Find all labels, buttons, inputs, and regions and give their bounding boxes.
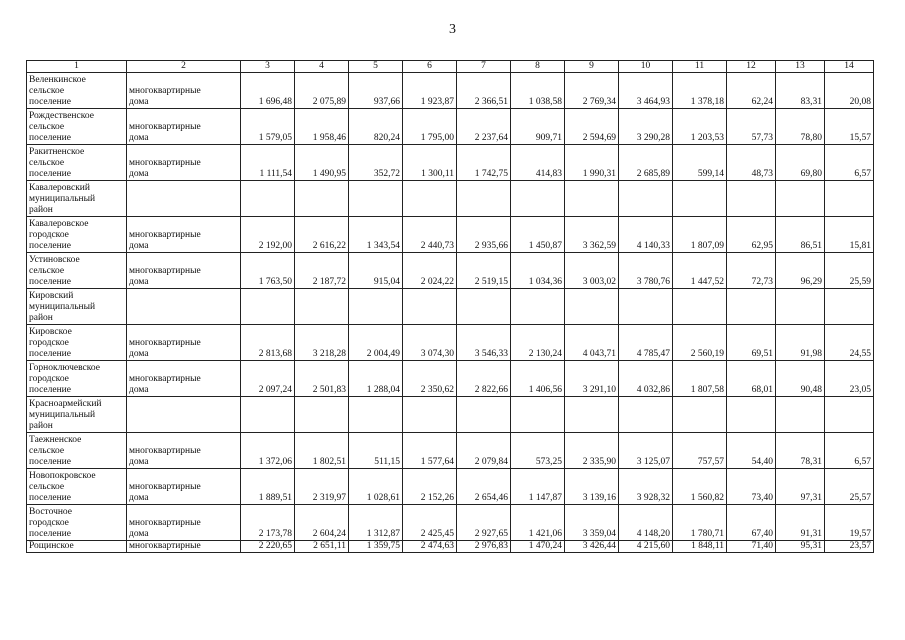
settlement-name-line: Кировское (29, 327, 72, 337)
building-type-line: многоквартирные (129, 482, 201, 492)
value-cell-col-3: 1 889,51 (241, 469, 295, 505)
value-cell-col-3: 1 111,54 (241, 145, 295, 181)
table-row (27, 361, 874, 397)
value-cell-col-3: 2 220,65 (241, 541, 295, 553)
value-cell-col-10: 3 464,93 (619, 73, 673, 109)
table-row (27, 397, 874, 433)
settlement-name-cell (27, 397, 127, 433)
settlement-name-cell (27, 73, 127, 109)
value-cell-col-11: 1 378,18 (673, 73, 727, 109)
value-cell-col-9: 3 139,16 (565, 469, 619, 505)
value-cell-col-14: 23,57 (825, 541, 874, 553)
value-cell-col-9: 3 291,10 (565, 361, 619, 397)
value-cell-col-6 (403, 289, 457, 325)
settlement-name-line: Ракитненское (29, 147, 85, 157)
value-cell-col-14: 24,55 (825, 325, 874, 361)
settlement-name-line: поселение (29, 385, 71, 395)
value-cell-col-14: 25,59 (825, 253, 874, 289)
value-cell-col-14: 15,57 (825, 109, 874, 145)
value-cell-col-3: 1 763,50 (241, 253, 295, 289)
value-cell-col-8: 1 147,87 (511, 469, 565, 505)
value-cell-col-4: 1 802,51 (295, 433, 349, 469)
value-cell-col-11 (673, 181, 727, 217)
value-cell-col-11: 1 560,82 (673, 469, 727, 505)
value-cell-col-5 (349, 289, 403, 325)
value-cell-col-12: 67,40 (727, 505, 776, 541)
value-cell-col-4: 2 501,83 (295, 361, 349, 397)
value-cell-col-7 (457, 181, 511, 217)
value-cell-col-8: 1 470,24 (511, 541, 565, 553)
value-cell-col-6: 2 350,62 (403, 361, 457, 397)
table-row (27, 109, 874, 145)
value-cell-col-9 (565, 397, 619, 433)
tariff-table (26, 60, 874, 553)
value-cell-col-11: 1 203,53 (673, 109, 727, 145)
value-cell-col-5: 1 028,61 (349, 469, 403, 505)
value-cell-col-7: 2 927,65 (457, 505, 511, 541)
value-cell-col-3: 1 372,06 (241, 433, 295, 469)
column-number-11: 11 (673, 61, 727, 73)
settlement-name-line: муниципальный (29, 410, 96, 420)
settlement-name-line: Веленкинское (29, 75, 86, 85)
value-cell-col-10: 4 215,60 (619, 541, 673, 553)
value-cell-col-9: 4 043,71 (565, 325, 619, 361)
settlement-name-cell (27, 289, 127, 325)
value-cell-col-7: 2 519,15 (457, 253, 511, 289)
value-cell-col-5: 511,15 (349, 433, 403, 469)
settlement-name-line: поселение (29, 169, 71, 179)
value-cell-col-8: 1 406,56 (511, 361, 565, 397)
value-cell-col-4: 2 075,89 (295, 73, 349, 109)
building-type-cell (127, 217, 241, 253)
value-cell-col-4: 2 651,11 (295, 541, 349, 553)
value-cell-col-14: 6,57 (825, 433, 874, 469)
value-cell-col-9: 3 362,59 (565, 217, 619, 253)
value-cell-col-3 (241, 397, 295, 433)
building-type-line: дома (129, 241, 149, 251)
column-number-4: 4 (295, 61, 349, 73)
value-cell-col-8: 573,25 (511, 433, 565, 469)
value-cell-col-12: 71,40 (727, 541, 776, 553)
value-cell-col-3 (241, 181, 295, 217)
settlement-name-line: поселение (29, 457, 71, 467)
column-number-1: 1 (27, 61, 127, 73)
building-type-line: дома (129, 349, 149, 359)
value-cell-col-14: 15,81 (825, 217, 874, 253)
value-cell-col-5: 937,66 (349, 73, 403, 109)
settlement-name-line: поселение (29, 529, 71, 539)
value-cell-col-12 (727, 181, 776, 217)
value-cell-col-5: 1 312,87 (349, 505, 403, 541)
value-cell-col-6: 1 795,00 (403, 109, 457, 145)
value-cell-col-14: 19,57 (825, 505, 874, 541)
settlement-name-line: район (29, 205, 53, 215)
building-type-line: многоквартирные (129, 230, 201, 240)
value-cell-col-9: 2 594,69 (565, 109, 619, 145)
settlement-name-cell (27, 325, 127, 361)
value-cell-col-3: 1 579,05 (241, 109, 295, 145)
value-cell-col-5: 1 288,04 (349, 361, 403, 397)
value-cell-col-5: 820,24 (349, 109, 403, 145)
value-cell-col-9 (565, 289, 619, 325)
value-cell-col-4 (295, 397, 349, 433)
value-cell-col-8: 1 038,58 (511, 73, 565, 109)
value-cell-col-12: 62,24 (727, 73, 776, 109)
settlement-name-cell (27, 433, 127, 469)
value-cell-col-13: 97,31 (776, 469, 825, 505)
value-cell-col-13: 78,80 (776, 109, 825, 145)
value-cell-col-7: 2 654,46 (457, 469, 511, 505)
value-cell-col-11 (673, 289, 727, 325)
value-cell-col-12: 54,40 (727, 433, 776, 469)
value-cell-col-9: 2 335,90 (565, 433, 619, 469)
value-cell-col-8: 1 421,06 (511, 505, 565, 541)
value-cell-col-5 (349, 397, 403, 433)
table-body (27, 73, 874, 553)
value-cell-col-10: 4 785,47 (619, 325, 673, 361)
building-type-cell (127, 541, 241, 553)
settlement-name-cell (27, 253, 127, 289)
value-cell-col-8: 2 130,24 (511, 325, 565, 361)
settlement-name-line: Восточное (29, 507, 73, 517)
value-cell-col-13: 96,29 (776, 253, 825, 289)
value-cell-col-8: 414,83 (511, 145, 565, 181)
building-type-cell (127, 361, 241, 397)
value-cell-col-13: 78,31 (776, 433, 825, 469)
settlement-name-cell (27, 145, 127, 181)
column-number-5: 5 (349, 61, 403, 73)
building-type-line: многоквартирные (129, 266, 201, 276)
settlement-name-line: сельское (29, 266, 65, 276)
value-cell-col-4: 1 958,46 (295, 109, 349, 145)
value-cell-col-4 (295, 289, 349, 325)
value-cell-col-7: 2 237,64 (457, 109, 511, 145)
value-cell-col-13: 91,98 (776, 325, 825, 361)
table-row (27, 325, 874, 361)
value-cell-col-9: 3 426,44 (565, 541, 619, 553)
value-cell-col-4: 2 187,72 (295, 253, 349, 289)
value-cell-col-11: 1 807,09 (673, 217, 727, 253)
settlement-name-line: Устиновское (29, 255, 80, 265)
value-cell-col-4: 1 490,95 (295, 145, 349, 181)
building-type-cell (127, 109, 241, 145)
value-cell-col-4: 2 616,22 (295, 217, 349, 253)
building-type-line: дома (129, 133, 149, 143)
table-row (27, 181, 874, 217)
value-cell-col-10: 4 140,33 (619, 217, 673, 253)
value-cell-col-5: 1 359,75 (349, 541, 403, 553)
value-cell-col-7 (457, 397, 511, 433)
value-cell-col-14: 20,08 (825, 73, 874, 109)
building-type-line: многоквартирные (129, 158, 201, 168)
value-cell-col-6 (403, 181, 457, 217)
settlement-name-line: сельское (29, 122, 65, 132)
value-cell-col-10 (619, 397, 673, 433)
value-cell-col-7: 2 366,51 (457, 73, 511, 109)
value-cell-col-13: 91,31 (776, 505, 825, 541)
settlement-name-line: Красноармейский (29, 399, 102, 409)
settlement-name-line: Кавалеровский (29, 183, 90, 193)
value-cell-col-7: 1 742,75 (457, 145, 511, 181)
value-cell-col-13: 69,80 (776, 145, 825, 181)
settlement-name-cell (27, 181, 127, 217)
settlement-name-line: Рождественское (29, 111, 94, 121)
value-cell-col-9 (565, 181, 619, 217)
table-row (27, 145, 874, 181)
building-type-line: многоквартирные (129, 122, 201, 132)
value-cell-col-5: 1 343,54 (349, 217, 403, 253)
value-cell-col-13: 86,51 (776, 217, 825, 253)
value-cell-col-8 (511, 181, 565, 217)
settlement-name-cell (27, 541, 127, 553)
settlement-name-line: Кавалеровское (29, 219, 89, 229)
settlement-name-cell (27, 505, 127, 541)
settlement-name-cell (27, 217, 127, 253)
settlement-name-line: муниципальный (29, 302, 96, 312)
value-cell-col-12 (727, 289, 776, 325)
column-number-7: 7 (457, 61, 511, 73)
value-cell-col-5: 915,04 (349, 253, 403, 289)
building-type-cell (127, 505, 241, 541)
value-cell-col-10: 3 125,07 (619, 433, 673, 469)
value-cell-col-12: 72,73 (727, 253, 776, 289)
settlement-name-line: поселение (29, 241, 71, 251)
value-cell-col-11: 1 807,58 (673, 361, 727, 397)
building-type-line: дома (129, 97, 149, 107)
value-cell-col-12: 48,73 (727, 145, 776, 181)
value-cell-col-11: 599,14 (673, 145, 727, 181)
value-cell-col-3: 2 813,68 (241, 325, 295, 361)
value-cell-col-3: 2 192,00 (241, 217, 295, 253)
table-row (27, 73, 874, 109)
value-cell-col-3: 1 696,48 (241, 73, 295, 109)
table-row (27, 217, 874, 253)
value-cell-col-11 (673, 397, 727, 433)
value-cell-col-11: 2 560,19 (673, 325, 727, 361)
value-cell-col-9: 2 769,34 (565, 73, 619, 109)
value-cell-col-6: 2 425,45 (403, 505, 457, 541)
value-cell-col-10: 4 148,20 (619, 505, 673, 541)
value-cell-col-4 (295, 181, 349, 217)
building-type-line: дома (129, 277, 149, 287)
value-cell-col-3: 2 097,24 (241, 361, 295, 397)
value-cell-col-10: 2 685,89 (619, 145, 673, 181)
settlement-name-line: Горноключевское (29, 363, 100, 373)
table-row (27, 253, 874, 289)
building-type-line: многоквартирные (129, 338, 201, 348)
value-cell-col-14: 23,05 (825, 361, 874, 397)
value-cell-col-7: 3 546,33 (457, 325, 511, 361)
table-row (27, 433, 874, 469)
building-type-cell (127, 433, 241, 469)
column-number-10: 10 (619, 61, 673, 73)
settlement-name-line: поселение (29, 277, 71, 287)
value-cell-col-13: 83,31 (776, 73, 825, 109)
value-cell-col-7: 2 079,84 (457, 433, 511, 469)
value-cell-col-10: 3 290,28 (619, 109, 673, 145)
value-cell-col-13: 95,31 (776, 541, 825, 553)
value-cell-col-6 (403, 397, 457, 433)
value-cell-col-6: 2 152,26 (403, 469, 457, 505)
value-cell-col-6: 2 474,63 (403, 541, 457, 553)
settlement-name-line: городское (29, 374, 69, 384)
value-cell-col-12: 69,51 (727, 325, 776, 361)
value-cell-col-10 (619, 289, 673, 325)
value-cell-col-8: 1 034,36 (511, 253, 565, 289)
value-cell-col-4: 2 604,24 (295, 505, 349, 541)
value-cell-col-8 (511, 397, 565, 433)
settlement-name-line: Кировский (29, 291, 74, 301)
value-cell-col-12: 57,73 (727, 109, 776, 145)
column-number-13: 13 (776, 61, 825, 73)
settlement-name-line: Рощинское (29, 541, 74, 551)
value-cell-col-5: 352,72 (349, 145, 403, 181)
value-cell-col-9: 3 003,02 (565, 253, 619, 289)
column-number-12: 12 (727, 61, 776, 73)
table-row (27, 289, 874, 325)
value-cell-col-14 (825, 397, 874, 433)
value-cell-col-8 (511, 289, 565, 325)
building-type-cell (127, 181, 241, 217)
value-cell-col-5 (349, 181, 403, 217)
value-cell-col-7: 2 822,66 (457, 361, 511, 397)
page-number: 3 (449, 22, 456, 37)
value-cell-col-13 (776, 289, 825, 325)
column-number-2: 2 (127, 61, 241, 73)
value-cell-col-12: 62,95 (727, 217, 776, 253)
settlement-name-line: поселение (29, 493, 71, 503)
value-cell-col-3: 2 173,78 (241, 505, 295, 541)
value-cell-col-8: 909,71 (511, 109, 565, 145)
settlement-name-cell (27, 469, 127, 505)
value-cell-col-10 (619, 181, 673, 217)
settlement-name-line: сельское (29, 446, 65, 456)
value-cell-col-7: 2 935,66 (457, 217, 511, 253)
settlement-name-cell (27, 109, 127, 145)
column-number-6: 6 (403, 61, 457, 73)
value-cell-col-8: 1 450,87 (511, 217, 565, 253)
column-number-row (27, 61, 874, 73)
building-type-cell (127, 73, 241, 109)
settlement-name-line: поселение (29, 133, 71, 143)
value-cell-col-6: 2 440,73 (403, 217, 457, 253)
building-type-line: дома (129, 169, 149, 179)
settlement-name-line: район (29, 421, 53, 431)
building-type-cell (127, 253, 241, 289)
value-cell-col-6: 1 300,11 (403, 145, 457, 181)
value-cell-col-3 (241, 289, 295, 325)
value-cell-col-12: 73,40 (727, 469, 776, 505)
building-type-line: многоквартирные (129, 86, 201, 96)
value-cell-col-12: 68,01 (727, 361, 776, 397)
building-type-line: дома (129, 529, 149, 539)
value-cell-col-14 (825, 181, 874, 217)
building-type-line: многоквартирные (129, 518, 201, 528)
table-row (27, 469, 874, 505)
column-number-3: 3 (241, 61, 295, 73)
value-cell-col-14: 6,57 (825, 145, 874, 181)
value-cell-col-12 (727, 397, 776, 433)
value-cell-col-6: 2 024,22 (403, 253, 457, 289)
settlement-name-line: городское (29, 230, 69, 240)
settlement-name-line: Новопокровское (29, 471, 96, 481)
building-type-line: дома (129, 385, 149, 395)
value-cell-col-10: 3 780,76 (619, 253, 673, 289)
value-cell-col-10: 4 032,86 (619, 361, 673, 397)
value-cell-col-13: 90,48 (776, 361, 825, 397)
settlement-name-line: муниципальный (29, 194, 96, 204)
value-cell-col-9: 3 359,04 (565, 505, 619, 541)
building-type-line: дома (129, 457, 149, 467)
settlement-name-line: сельское (29, 158, 65, 168)
building-type-cell (127, 289, 241, 325)
value-cell-col-10: 3 928,32 (619, 469, 673, 505)
settlement-name-line: городское (29, 518, 69, 528)
value-cell-col-14: 25,57 (825, 469, 874, 505)
value-cell-col-5: 2 004,49 (349, 325, 403, 361)
building-type-line: многоквартирные (129, 541, 201, 551)
value-cell-col-9: 1 990,31 (565, 145, 619, 181)
value-cell-col-6: 1 923,87 (403, 73, 457, 109)
value-cell-col-13 (776, 181, 825, 217)
settlement-name-line: сельское (29, 86, 65, 96)
table-row (27, 505, 874, 541)
value-cell-col-11: 757,57 (673, 433, 727, 469)
value-cell-col-7: 2 976,83 (457, 541, 511, 553)
settlement-name-cell (27, 361, 127, 397)
building-type-line: дома (129, 493, 149, 503)
value-cell-col-13 (776, 397, 825, 433)
value-cell-col-11: 1 848,11 (673, 541, 727, 553)
building-type-cell (127, 469, 241, 505)
settlement-name-line: поселение (29, 97, 71, 107)
settlement-name-line: городское (29, 338, 69, 348)
building-type-line: многоквартирные (129, 374, 201, 384)
table-row (27, 541, 874, 553)
settlement-name-line: Таежненское (29, 435, 82, 445)
value-cell-col-4: 2 319,97 (295, 469, 349, 505)
building-type-cell (127, 145, 241, 181)
column-number-9: 9 (565, 61, 619, 73)
value-cell-col-6: 1 577,64 (403, 433, 457, 469)
value-cell-col-6: 3 074,30 (403, 325, 457, 361)
building-type-cell (127, 397, 241, 433)
value-cell-col-11: 1 780,71 (673, 505, 727, 541)
building-type-cell (127, 325, 241, 361)
value-cell-col-11: 1 447,52 (673, 253, 727, 289)
value-cell-col-14 (825, 289, 874, 325)
settlement-name-line: район (29, 313, 53, 323)
settlement-name-line: сельское (29, 482, 65, 492)
column-number-14: 14 (825, 61, 874, 73)
column-number-8: 8 (511, 61, 565, 73)
value-cell-col-7 (457, 289, 511, 325)
value-cell-col-4: 3 218,28 (295, 325, 349, 361)
building-type-line: многоквартирные (129, 446, 201, 456)
settlement-name-line: поселение (29, 349, 71, 359)
